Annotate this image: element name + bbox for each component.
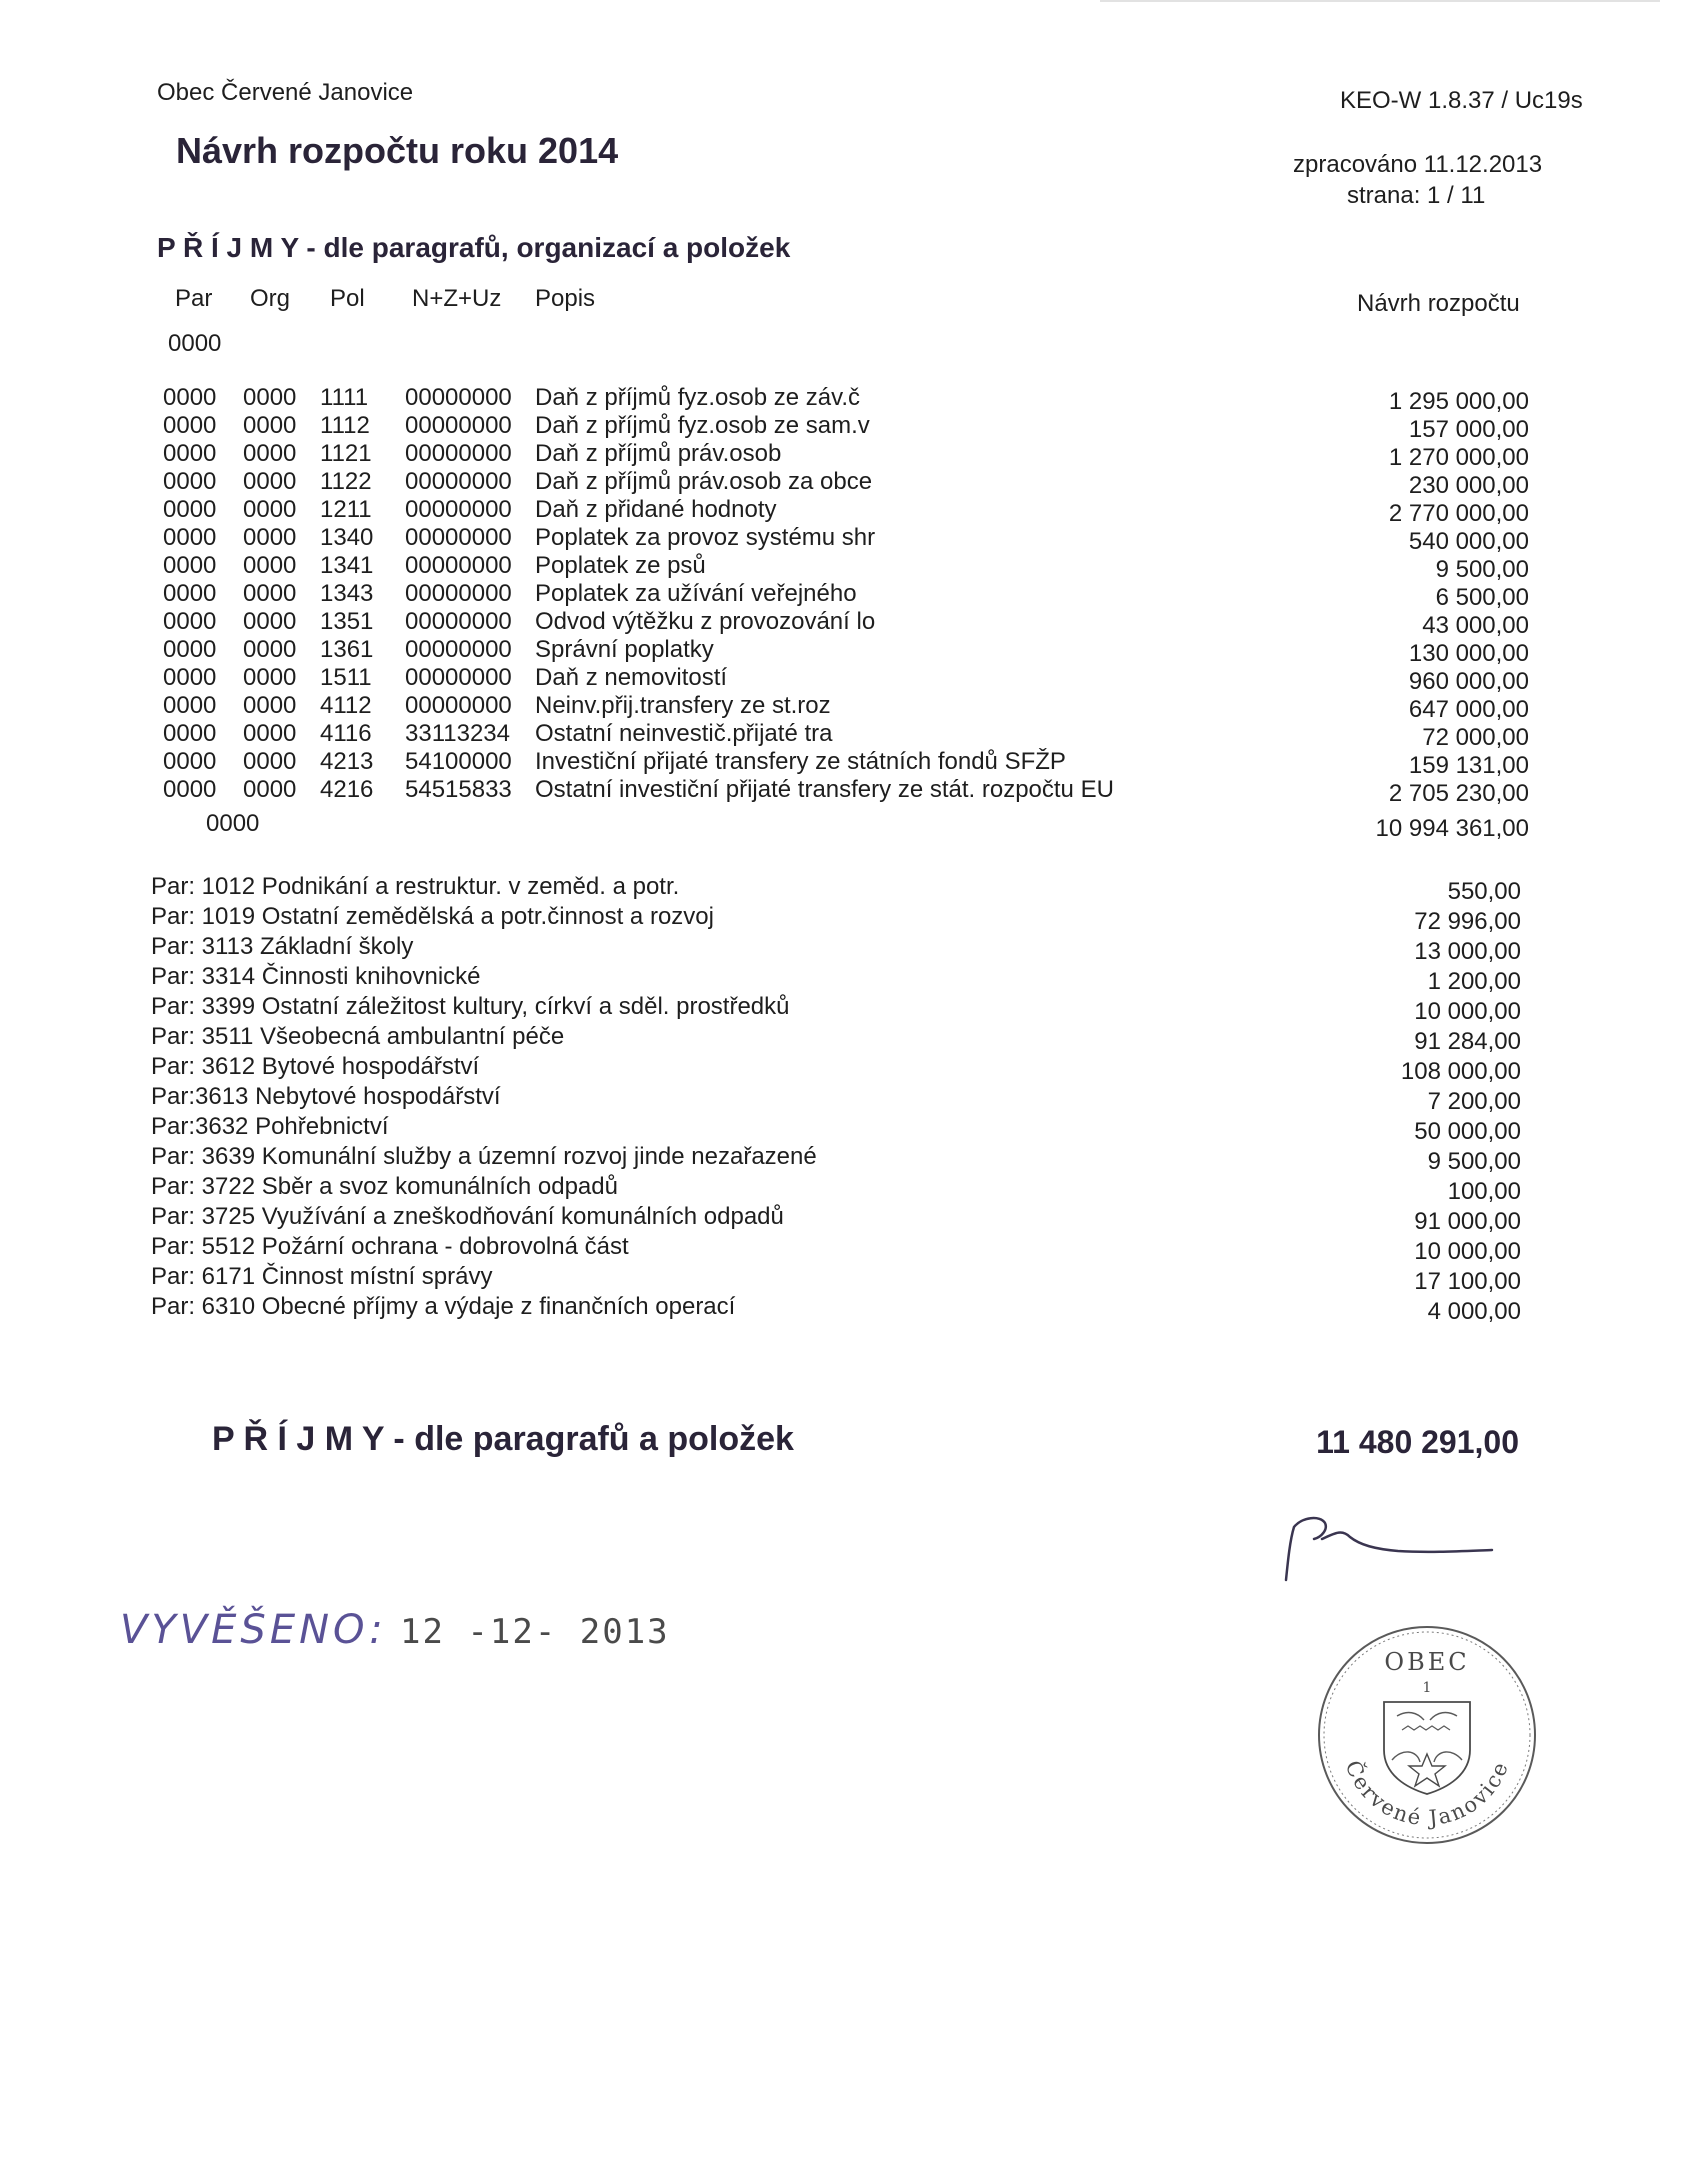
column-header-nzu: N+Z+Uz <box>412 285 502 312</box>
scan-edge-line <box>1100 0 1660 2</box>
cell-popis: Daň z příjmů fyz.osob ze sam.v <box>535 412 870 439</box>
page-number: strana: 1 / 11 <box>1347 182 1486 209</box>
cell-org: 0000 <box>243 496 297 523</box>
column-header-popis: Popis <box>535 285 596 312</box>
cell-nzu: 54515833 <box>405 776 512 803</box>
cell-pol: 4216 <box>320 776 374 803</box>
cell-par: 0000 <box>163 692 217 719</box>
table-row <box>0 552 1699 583</box>
cell-popis: Správní poplatky <box>535 636 714 663</box>
cell-pol: 1121 <box>320 440 372 467</box>
list-item <box>0 873 1699 903</box>
column-header-org: Org <box>250 285 291 312</box>
paragraph-label: Par: 3314 Činnosti knihovnické <box>151 963 481 990</box>
processed-date: zpracováno 11.12.2013 <box>1293 151 1543 178</box>
cell-org: 0000 <box>243 664 297 691</box>
seal-ring-text: Červené Janovice <box>1340 1757 1514 1831</box>
cell-nzu: 00000000 <box>405 636 512 663</box>
table-row <box>0 692 1699 723</box>
section-title: P Ř Í J M Y - dle paragrafů, organizací a položek <box>157 232 791 263</box>
paragraph-label: Par: 3725 Využívání a zneškodňování komunálních odpadů <box>151 1203 784 1230</box>
cell-par: 0000 <box>163 664 217 691</box>
coat-of-arms-icon <box>1384 1702 1470 1794</box>
paragraph-label: Par:3632 Pohřebnictví <box>151 1113 389 1140</box>
cell-popis: Poplatek za provoz systému shr <box>535 524 876 551</box>
paragraph-label: Par: 3399 Ostatní záležitost kultury, církví a sděl. prostředků <box>151 993 790 1020</box>
cell-org: 0000 <box>243 720 297 747</box>
table-row <box>0 776 1699 807</box>
list-item <box>0 1263 1699 1293</box>
table-row <box>0 636 1699 667</box>
cell-org: 0000 <box>243 552 297 579</box>
cell-pol: 1343 <box>320 580 374 607</box>
cell-popis: Neinv.přij.transfery ze st.roz <box>535 692 831 719</box>
paragraph-amount: 91 284,00 <box>1414 1028 1521 1055</box>
list-item <box>0 963 1699 993</box>
list-item <box>0 1233 1699 1263</box>
table-row <box>0 748 1699 779</box>
column-header-par: Par <box>175 285 213 312</box>
cell-amount: 6 500,00 <box>1435 584 1529 611</box>
list-item <box>0 1293 1699 1323</box>
cell-popis: Poplatek ze psů <box>535 552 706 579</box>
paragraph-amount: 108 000,00 <box>1400 1058 1521 1085</box>
cell-nzu: 00000000 <box>405 552 512 579</box>
cell-amount: 1 270 000,00 <box>1388 444 1529 471</box>
cell-par: 0000 <box>163 496 217 523</box>
table-row <box>0 580 1699 611</box>
cell-amount: 2 705 230,00 <box>1388 780 1529 807</box>
cell-org: 0000 <box>243 776 297 803</box>
document-title: Návrh rozpočtu roku 2014 <box>176 130 619 171</box>
cell-amount: 230 000,00 <box>1408 472 1529 499</box>
cell-par: 0000 <box>163 468 217 495</box>
column-header-amount: Návrh rozpočtu <box>1357 290 1520 317</box>
table-row <box>0 664 1699 695</box>
list-item <box>0 1173 1699 1203</box>
cell-pol: 1211 <box>320 496 372 523</box>
paragraph-amount: 100,00 <box>1447 1178 1521 1205</box>
cell-par: 0000 <box>163 608 217 635</box>
cell-pol: 1511 <box>320 664 372 691</box>
paragraph-amount: 91 000,00 <box>1414 1208 1521 1235</box>
paragraph-label: Par: 6310 Obecné příjmy a výdaje z finančních operací <box>151 1293 736 1320</box>
cell-popis: Daň z příjmů fyz.osob ze záv.č <box>535 384 861 411</box>
paragraph-label: Par: 3113 Základní školy <box>151 933 414 960</box>
cell-par: 0000 <box>163 776 217 803</box>
paragraph-amount: 13 000,00 <box>1414 938 1521 965</box>
table-row <box>0 440 1699 471</box>
cell-nzu: 54100000 <box>405 748 512 775</box>
table-row <box>0 524 1699 555</box>
column-header-pol: Pol <box>330 285 365 312</box>
list-item <box>0 993 1699 1023</box>
cell-amount: 2 770 000,00 <box>1388 500 1529 527</box>
list-item <box>0 1053 1699 1083</box>
table-row <box>0 412 1699 443</box>
cell-nzu: 00000000 <box>405 440 512 467</box>
cell-org: 0000 <box>243 412 297 439</box>
cell-amount: 9 500,00 <box>1435 556 1529 583</box>
paragraph-label: Par: 3612 Bytové hospodářství <box>151 1053 480 1080</box>
cell-amount: 72 000,00 <box>1422 724 1529 751</box>
list-item <box>0 1023 1699 1053</box>
cell-pol: 1112 <box>320 412 370 439</box>
cell-popis: Daň z nemovitostí <box>535 664 728 691</box>
table-row <box>0 608 1699 639</box>
posted-label: VYVĚŠENO: <box>120 1607 387 1653</box>
cell-par: 0000 <box>163 412 217 439</box>
cell-pol: 4112 <box>320 692 372 719</box>
cell-par: 0000 <box>163 580 217 607</box>
cell-popis: Daň z příjmů práv.osob <box>535 440 782 467</box>
cell-popis: Daň z přidané hodnoty <box>535 496 777 523</box>
municipal-seal <box>1312 1620 1542 1850</box>
subtotal-code: 0000 <box>206 810 260 837</box>
cell-par: 0000 <box>163 720 217 747</box>
cell-pol: 1351 <box>320 608 374 635</box>
cell-amount: 130 000,00 <box>1408 640 1529 667</box>
cell-pol: 1361 <box>320 636 374 663</box>
cell-org: 0000 <box>243 524 297 551</box>
municipality-name: Obec Červené Janovice <box>157 79 414 106</box>
table-row <box>0 384 1699 415</box>
total-label: P Ř Í J M Y - dle paragrafů a položek <box>212 1420 794 1458</box>
posted-date: 12 -12- 2013 <box>400 1612 670 1652</box>
paragraph-amount: 7 200,00 <box>1427 1088 1521 1115</box>
paragraph-amount: 50 000,00 <box>1414 1118 1521 1145</box>
paragraph-label: Par: 1012 Podnikání a restruktur. v zeměd. a potr. <box>151 873 680 900</box>
cell-org: 0000 <box>243 384 297 411</box>
paragraph-label: Par: 5512 Požární ochrana - dobrovolná část <box>151 1233 629 1260</box>
paragraph-amount: 17 100,00 <box>1414 1268 1521 1295</box>
cell-nzu: 00000000 <box>405 384 512 411</box>
cell-pol: 4213 <box>320 748 374 775</box>
paragraph-amount: 72 996,00 <box>1414 908 1521 935</box>
table-row <box>0 720 1699 751</box>
paragraph-amount: 10 000,00 <box>1414 998 1521 1025</box>
cell-org: 0000 <box>243 636 297 663</box>
cell-amount: 1 295 000,00 <box>1388 388 1529 415</box>
cell-org: 0000 <box>243 468 297 495</box>
cell-nzu: 00000000 <box>405 496 512 523</box>
cell-amount: 159 131,00 <box>1408 752 1529 779</box>
total-amount: 11 480 291,00 <box>1316 1424 1519 1460</box>
cell-par: 0000 <box>163 384 217 411</box>
paragraph-label: Par: 3639 Komunální služby a územní rozvoj jinde nezařazené <box>151 1143 817 1170</box>
seal-number: 1 <box>1422 1680 1432 1696</box>
cell-popis: Ostatní investiční přijaté transfery ze stát. rozpočtu EU <box>535 776 1114 803</box>
cell-pol: 1340 <box>320 524 374 551</box>
paragraph-label: Par:3613 Nebytové hospodářství <box>151 1083 501 1110</box>
par-group-code: 0000 <box>168 330 222 357</box>
cell-par: 0000 <box>163 524 217 551</box>
cell-par: 0000 <box>163 552 217 579</box>
cell-nzu: 00000000 <box>405 608 512 635</box>
cell-org: 0000 <box>243 748 297 775</box>
cell-nzu: 00000000 <box>405 692 512 719</box>
seal-top-text: OBEC <box>1384 1648 1470 1676</box>
paragraph-amount: 10 000,00 <box>1414 1238 1521 1265</box>
cell-nzu: 33113234 <box>405 720 510 747</box>
cell-amount: 43 000,00 <box>1422 612 1529 639</box>
cell-amount: 540 000,00 <box>1408 528 1529 555</box>
cell-par: 0000 <box>163 636 217 663</box>
cell-org: 0000 <box>243 440 297 467</box>
paragraph-amount: 4 000,00 <box>1427 1298 1521 1325</box>
cell-popis: Ostatní neinvestič.přijaté tra <box>535 720 833 747</box>
cell-pol: 1341 <box>320 552 374 579</box>
cell-org: 0000 <box>243 608 297 635</box>
posted-stamp <box>120 1588 670 1658</box>
cell-popis: Daň z příjmů práv.osob za obce <box>535 468 873 495</box>
list-item <box>0 1113 1699 1143</box>
cell-amount: 157 000,00 <box>1408 416 1529 443</box>
cell-nzu: 00000000 <box>405 580 512 607</box>
paragraph-label: Par: 6171 Činnost místní správy <box>151 1263 493 1290</box>
paragraph-label: Par: 3511 Všeobecná ambulantní péče <box>151 1023 565 1050</box>
paragraph-amount: 9 500,00 <box>1427 1148 1521 1175</box>
cell-org: 0000 <box>243 692 297 719</box>
cell-popis: Odvod výtěžku z provozování lo <box>535 608 876 635</box>
paragraph-amount: 1 200,00 <box>1427 968 1521 995</box>
signature <box>1280 1515 1500 1585</box>
table-row <box>0 468 1699 499</box>
cell-nzu: 00000000 <box>405 664 512 691</box>
list-item <box>0 1143 1699 1173</box>
cell-nzu: 00000000 <box>405 468 512 495</box>
cell-nzu: 00000000 <box>405 524 512 551</box>
cell-par: 0000 <box>163 748 217 775</box>
list-item <box>0 1203 1699 1233</box>
cell-pol: 4116 <box>320 720 372 747</box>
paragraph-label: Par: 1019 Ostatní zemědělská a potr.činnost a rozvoj <box>151 903 714 930</box>
list-item <box>0 903 1699 933</box>
paragraph-label: Par: 3722 Sběr a svoz komunálních odpadů <box>151 1173 618 1200</box>
cell-org: 0000 <box>243 580 297 607</box>
subtotal-amount: 10 994 361,00 <box>1375 815 1529 842</box>
cell-pol: 1111 <box>320 384 369 411</box>
cell-nzu: 00000000 <box>405 412 512 439</box>
cell-amount: 960 000,00 <box>1408 668 1529 695</box>
cell-popis: Investiční přijaté transfery ze státních fondů SFŽP <box>535 748 1066 775</box>
list-item <box>0 933 1699 963</box>
cell-par: 0000 <box>163 440 217 467</box>
list-item <box>0 1083 1699 1113</box>
cell-pol: 1122 <box>320 468 372 495</box>
table-row <box>0 496 1699 527</box>
paragraph-amount: 550,00 <box>1447 878 1521 905</box>
system-id: KEO-W 1.8.37 / Uc19s <box>1340 87 1583 114</box>
cell-amount: 647 000,00 <box>1408 696 1529 723</box>
cell-popis: Poplatek za užívání veřejného <box>535 580 857 607</box>
